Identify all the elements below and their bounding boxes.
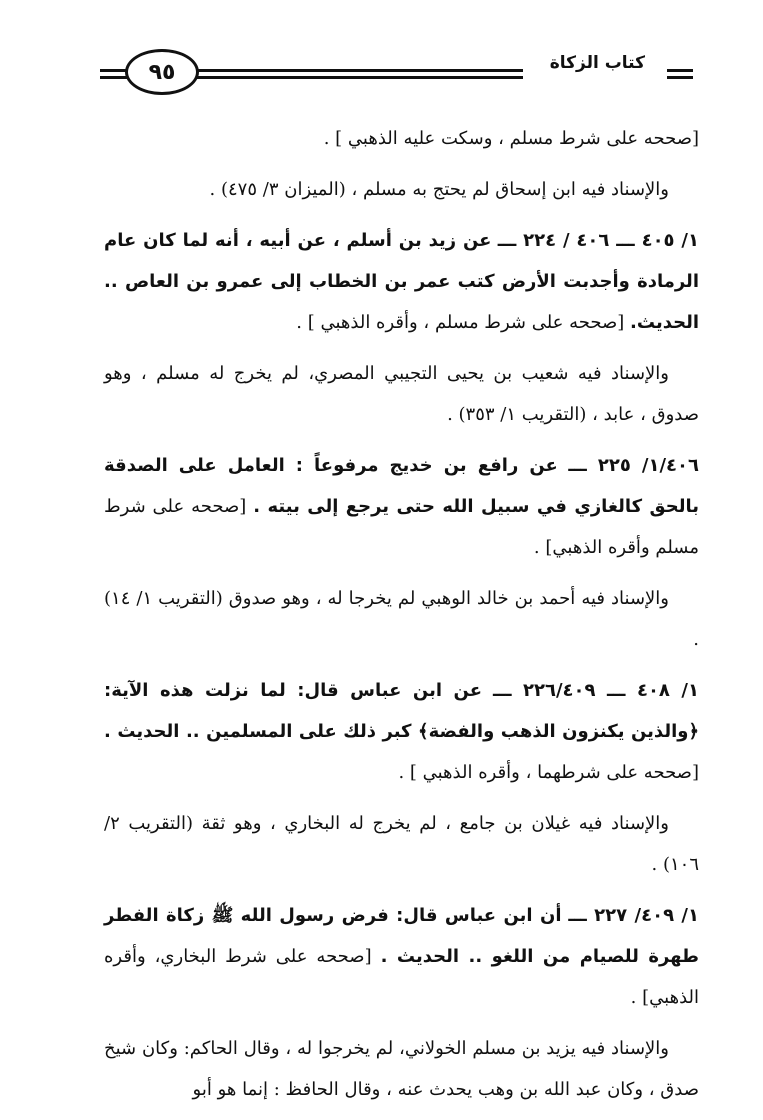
hadith-grade: [صححه على شرط مسلم ، وأقره الذهبي ] . (296, 312, 625, 333)
page-number: ٩٥ (125, 49, 199, 95)
isnad-note: والإسناد فيه أحمد بن خالد الوهبي لم يخرجا له ، وهو صدوق (التقريب ١/ ١٤) . (104, 588, 699, 650)
isnad-note: والإسناد فيه غيلان بن جامع ، لم يخرج له البخاري ، وهو ثقة (التقريب ٢/ ١٠٦) . (104, 813, 699, 875)
header-ornament (667, 69, 693, 79)
hadith-text: أن ابن عباس قال: فرض رسول الله ﷺ زكاة الفطر طهرة للصيام من اللغو .. الحديث . (104, 905, 699, 967)
hadith-reference: ١/ ٤٠٩/ ٢٢٧ ـــ (568, 905, 700, 926)
hadith-reference: ١/ ٤٠٥ ـــ ٤٠٦ / ٢٢٤ ـــ (497, 230, 699, 251)
isnad-note: والإسناد فيه ابن إسحاق لم يحتج به مسلم ، (الميزان ٣/ ٤٧٥) . (209, 179, 669, 200)
hadith-entry (104, 220, 699, 343)
page-body (104, 118, 699, 1120)
hadith-text: عن ابن عباس قال: لما نزلت هذه الآية: ﴿والذين يكنزون الذهب والفضة﴾ كبر ذلك على المسلمين .. الحديث . (104, 680, 699, 742)
hadith-text: عن رافع بن خديج مرفوعاً : العامل على الصدقة بالحق كالغازي في سبيل الله حتى يرجع إلى بيته . (104, 455, 699, 517)
hadith-entry (104, 670, 699, 793)
isnad-note: والإسناد فيه يزيد بن مسلم الخولاني، لم يخرجوا له ، وقال الحاكم: وكان شيخ صدق ، وكان عبد الله بن وهب يحدث عنه ، وقال الحافظ : إنما هو أبو (104, 1038, 699, 1100)
paragraph: [صححه على شرط مسلم ، وسكت عليه الذهبي ] . (323, 128, 699, 149)
hadith-grade: [صححه على شرط البخاري، وأقره الذهبي] . (104, 946, 699, 1008)
hadith-entry (104, 895, 699, 1018)
hadith-grade: [صححه على شرطهما ، وأقره الذهبي ] . (398, 762, 699, 783)
book-title: كتاب الزكاة (549, 53, 645, 73)
page-header (0, 45, 763, 105)
hadith-text: عن زيد بن أسلم ، عن أبيه ، أنه لما كان عام الرمادة وأجدبت الأرض كتب عمر بن الخطاب إلى عمرو بن العاص .. الحديث. (104, 230, 699, 333)
hadith-reference: ١/ ٤٠٨ ـــ ٢٢٦/٤٠٩ ـــ (493, 680, 699, 701)
hadith-grade: [صححه على شرط مسلم وأقره الذهبي] . (104, 496, 699, 558)
isnad-note: والإسناد فيه شعيب بن يحيى التجيبي المصري، لم يخرج له مسلم ، وهو صدوق ، عابد ، (التقريب ١/ ٣٥٣) . (104, 363, 699, 425)
hadith-entry (104, 445, 699, 568)
hadith-reference: ١/٤٠٦/ ٢٢٥ ـــ (568, 455, 699, 476)
